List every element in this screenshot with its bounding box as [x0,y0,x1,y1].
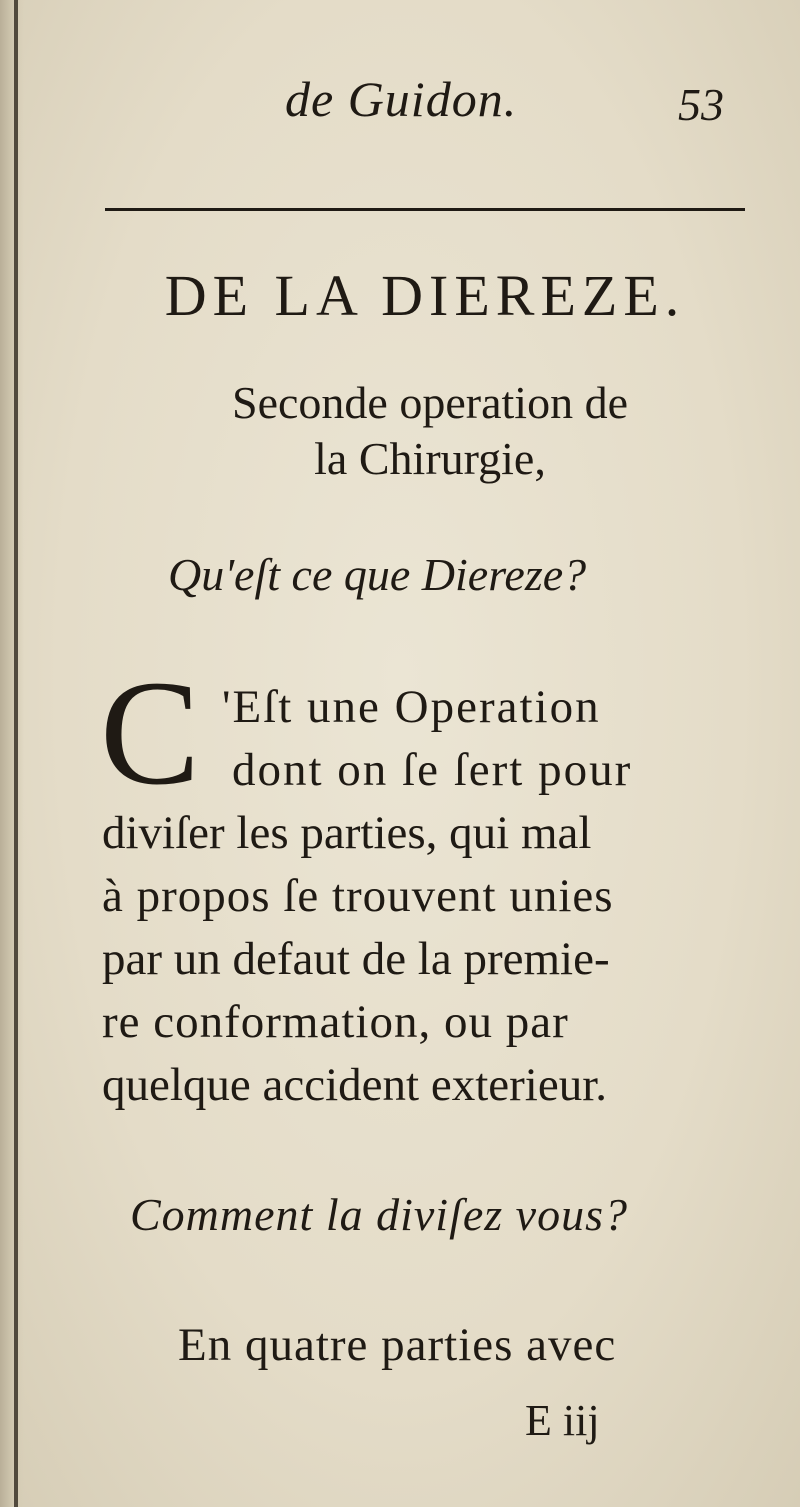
subtitle-line-1: Seconde operation de [232,377,628,428]
header-rule [105,208,745,211]
answer-line-6: re conformation, ou par [102,996,569,1048]
page-number: 53 [678,79,724,130]
answer-line-3: diviſer les parties, qui mal [102,807,592,859]
answer-line-7: quelque accident exterieur. [102,1059,607,1111]
section-subtitle [100,375,760,487]
answer-line-2: dont on ſe ſert pour [232,744,633,796]
subtitle-line-2: la Chirurgie, [314,433,546,484]
gutter-edge [14,0,18,1507]
question-heading-1: Qu'eſt ce que Diereze? [168,549,587,600]
page-gutter [0,0,24,1507]
section-title: DE LA DIEREZE. [164,263,686,328]
catchword-signature: E iij [525,1396,600,1445]
question-heading-2: Comment la diviſez vous? [130,1189,628,1240]
closing-line: En quatre parties avec [178,1319,617,1371]
running-head: de Guidon. [285,71,518,127]
answer-line-5: par un defaut de la premie- [102,933,610,985]
drop-cap: C [100,650,201,816]
answer-line-4: à propos ſe trouvent unies [102,870,614,922]
answer-line-1: 'Eſt une Operation [222,681,601,733]
